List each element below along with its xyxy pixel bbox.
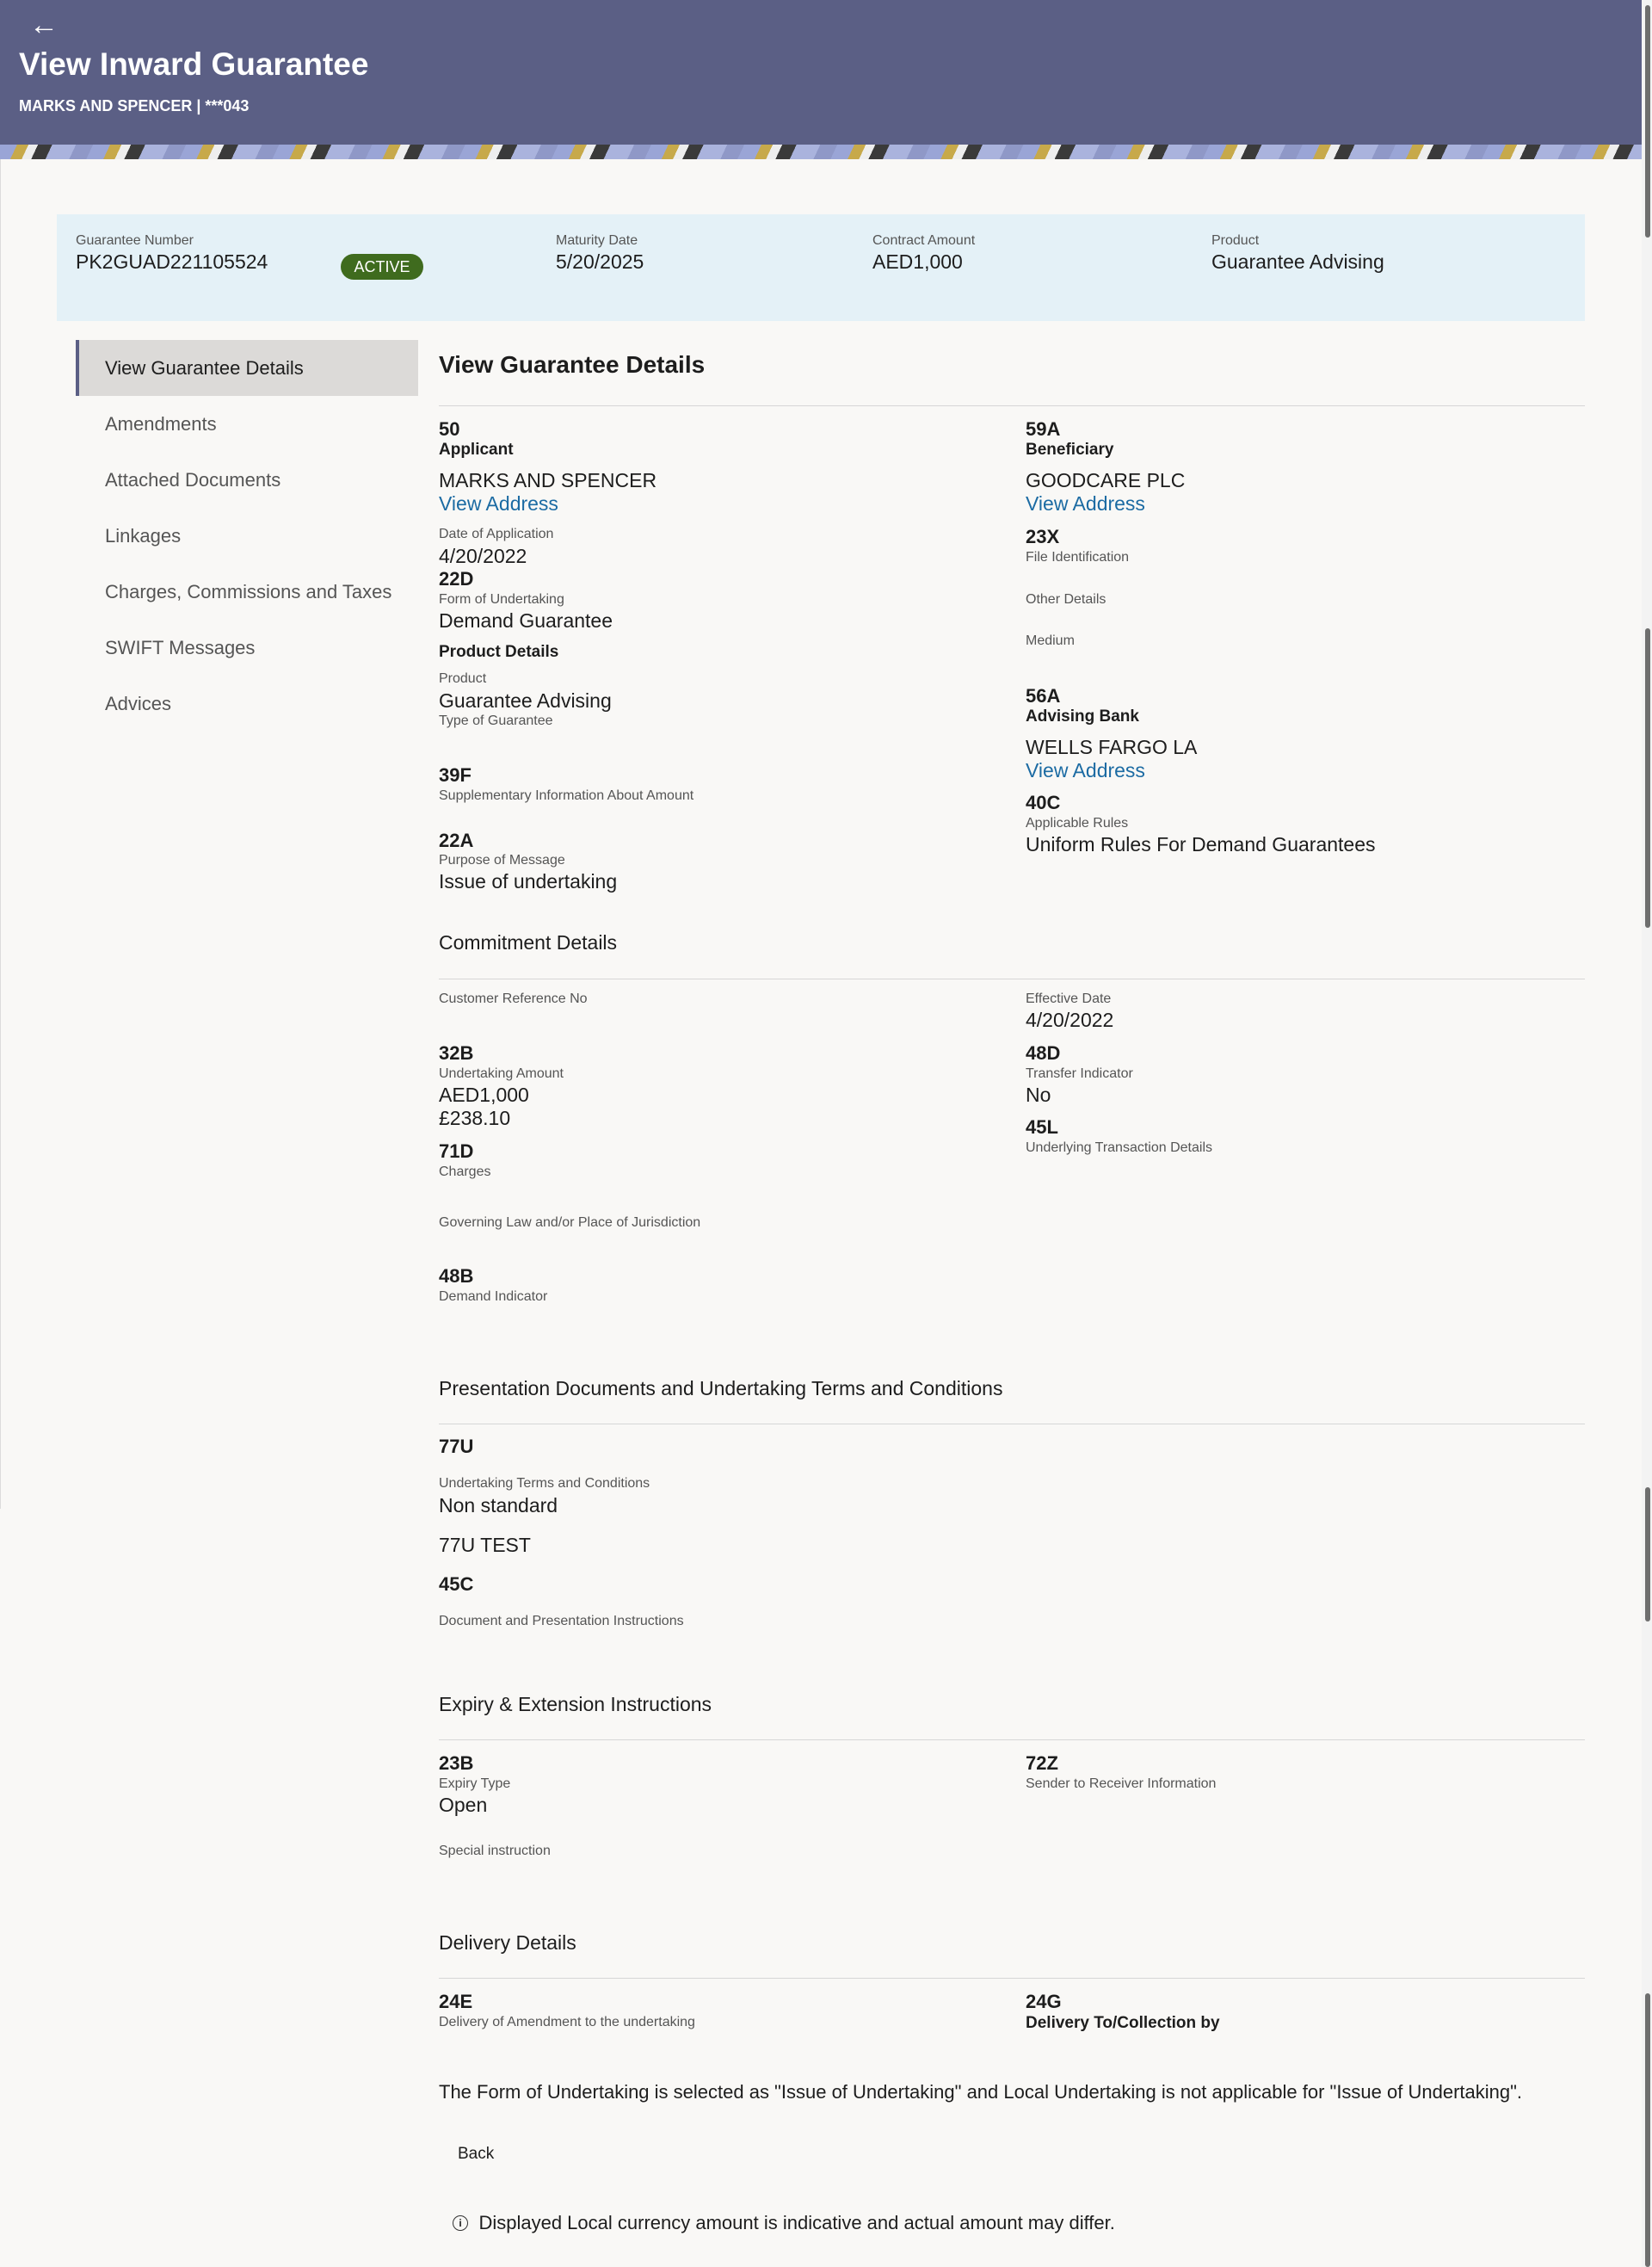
nav-item-view-guarantee-details[interactable]: View Guarantee Details (76, 340, 418, 396)
guarantee-number: PK2GUAD221105524 (76, 250, 268, 273)
expiry-type-tag: 23B (439, 1752, 474, 1774)
underlying-transaction-label: Underlying Transaction Details (1026, 1140, 1212, 1155)
file-identification-tag: 23X (1026, 526, 1060, 547)
applicable-rules-tag: 40C (1026, 792, 1061, 813)
terms-text: 77U TEST (439, 1534, 531, 1556)
amendment-delivery-label: Delivery of Amendment to the undertaking (439, 2015, 695, 2029)
disclaimer (453, 2212, 1115, 2234)
terms-tag: 77U (439, 1436, 474, 1457)
delivery-to-label: Delivery To/Collection by (1026, 2014, 1220, 2032)
demand-indicator-label: Demand Indicator (439, 1289, 548, 1304)
documents-label: Document and Presentation Instructions (439, 1614, 684, 1628)
expiry-type-label: Expiry Type (439, 1776, 511, 1791)
beneficiary-tag: 59A (1026, 418, 1061, 440)
maturity-date: 5/20/2025 (556, 250, 644, 273)
nav-item-amendments[interactable]: Amendments (105, 413, 217, 435)
page-title: View Inward Guarantee (19, 46, 369, 82)
type-of-guarantee-label: Type of Guarantee (439, 713, 553, 728)
product-details-heading: Product Details (439, 643, 559, 661)
charges-tag: 71D (439, 1140, 474, 1162)
scrollbar-thumb[interactable] (1645, 1487, 1650, 1621)
nav-item-swift-messages[interactable]: SWIFT Messages (105, 637, 256, 658)
effective-date-label: Effective Date (1026, 991, 1112, 1006)
disclaimer-text: Displayed Local currency amount is indicative and actual amount may differ. (478, 2212, 1115, 2233)
page-header (0, 0, 1642, 145)
nav-item-linkages[interactable]: Linkages (105, 525, 182, 547)
amendment-delivery-tag: 24E (439, 1991, 473, 2012)
underlying-transaction-tag: 45L (1026, 1116, 1058, 1138)
nav-item-attached-documents[interactable]: Attached Documents (105, 469, 281, 491)
sender-info-label: Sender to Receiver Information (1026, 1776, 1217, 1791)
form-of-undertaking-value: Demand Guarantee (439, 609, 613, 632)
product-details-product-value: Guarantee Advising (439, 689, 612, 712)
divider (439, 405, 1585, 406)
demand-indicator-tag: 48B (439, 1265, 474, 1287)
undertaking-note: The Form of Undertaking is selected as "Issue of Undertaking" and Local Undertaking is not applicable for "Issue of Undertaking". (439, 2081, 1523, 2103)
form-of-undertaking-tag: 22D (439, 568, 474, 590)
scrollbar[interactable] (1642, 0, 1652, 2267)
applicant-label: Applicant (439, 441, 514, 459)
special-instruction-label: Special instruction (439, 1844, 551, 1858)
other-details-label: Other Details (1026, 592, 1106, 607)
transfer-indicator-tag: 48D (1026, 1042, 1061, 1064)
contract-amount-label: Contract Amount (872, 233, 976, 248)
commitment-details-heading: Commitment Details (439, 931, 618, 954)
file-identification-label: File Identification (1026, 550, 1130, 565)
supplementary-tag: 39F (439, 764, 472, 786)
back-button[interactable]: Back (458, 2145, 495, 2163)
product-label: Product (1211, 233, 1260, 248)
charges-label: Charges (439, 1164, 491, 1179)
scrollbar-thumb[interactable] (1645, 628, 1650, 928)
date-of-application-value: 4/20/2022 (439, 545, 527, 567)
undertaking-amount-tag: 32B (439, 1042, 474, 1064)
terms-value: Non standard (439, 1494, 558, 1516)
applicant-tag: 50 (439, 418, 460, 440)
beneficiary-view-address-link[interactable]: View Address (1026, 492, 1145, 515)
transfer-indicator-value: No (1026, 1084, 1051, 1106)
governing-law-label: Governing Law and/or Place of Jurisdiction (439, 1215, 701, 1230)
expiry-heading: Expiry & Extension Instructions (439, 1693, 712, 1715)
supplementary-label: Supplementary Information About Amount (439, 788, 694, 803)
divider (439, 1978, 1585, 1979)
nav-item-charges[interactable]: Charges, Commissions and Taxes (105, 581, 392, 602)
product-value: Guarantee Advising (1211, 250, 1384, 273)
advising-bank-tag: 56A (1026, 685, 1061, 707)
header-banner-pattern (0, 145, 1642, 159)
documents-tag: 45C (439, 1573, 474, 1595)
beneficiary-value: GOODCARE PLC (1026, 469, 1186, 491)
sender-info-tag: 72Z (1026, 1752, 1058, 1774)
advising-bank-value: WELLS FARGO LA (1026, 736, 1198, 758)
applicable-rules-value: Uniform Rules For Demand Guarantees (1026, 833, 1376, 856)
purpose-tag: 22A (439, 830, 474, 851)
beneficiary-label: Beneficiary (1026, 441, 1114, 459)
form-of-undertaking-label: Form of Undertaking (439, 592, 564, 607)
guarantee-summary-card (57, 214, 1585, 321)
scrollbar-thumb[interactable] (1645, 1993, 1650, 2267)
date-of-application-label: Date of Application (439, 527, 554, 541)
delivery-to-tag: 24G (1026, 1991, 1062, 2012)
expiry-type-value: Open (439, 1794, 488, 1816)
product-details-product-label: Product (439, 671, 487, 686)
advising-bank-view-address-link[interactable]: View Address (1026, 759, 1145, 781)
nav-item-advices[interactable]: Advices (105, 693, 172, 714)
divider (439, 1739, 1585, 1740)
effective-date-value: 4/20/2022 (1026, 1009, 1114, 1031)
guarantee-number-label: Guarantee Number (76, 233, 194, 248)
scrollbar-thumb[interactable] (1645, 5, 1650, 238)
undertaking-amount-label: Undertaking Amount (439, 1066, 564, 1081)
medium-label: Medium (1026, 633, 1075, 648)
side-navigation (76, 340, 418, 732)
info-icon: i (453, 2215, 468, 2231)
presentation-documents-heading: Presentation Documents and Undertaking Terms and Conditions (439, 1377, 1003, 1399)
transfer-indicator-label: Transfer Indicator (1026, 1066, 1133, 1081)
status-badge: ACTIVE (341, 254, 423, 280)
divider (0, 159, 1, 1509)
applicable-rules-label: Applicable Rules (1026, 816, 1129, 831)
section-heading: View Guarantee Details (439, 351, 706, 378)
maturity-date-label: Maturity Date (556, 233, 638, 248)
purpose-value: Issue of undertaking (439, 870, 618, 893)
applicant-value: MARKS AND SPENCER (439, 469, 657, 491)
undertaking-amount-local-value: £238.10 (439, 1107, 511, 1129)
contract-amount: AED1,000 (872, 250, 963, 273)
delivery-heading: Delivery Details (439, 1931, 576, 1954)
terms-label: Undertaking Terms and Conditions (439, 1476, 650, 1491)
undertaking-amount-value: AED1,000 (439, 1084, 529, 1106)
back-arrow-icon[interactable]: ← (29, 9, 59, 41)
advising-bank-label: Advising Bank (1026, 707, 1139, 726)
applicant-view-address-link[interactable]: View Address (439, 492, 558, 515)
page-subtitle: MARKS AND SPENCER | ***043 (19, 97, 250, 114)
purpose-label: Purpose of Message (439, 853, 565, 868)
customer-reference-label: Customer Reference No (439, 991, 588, 1006)
